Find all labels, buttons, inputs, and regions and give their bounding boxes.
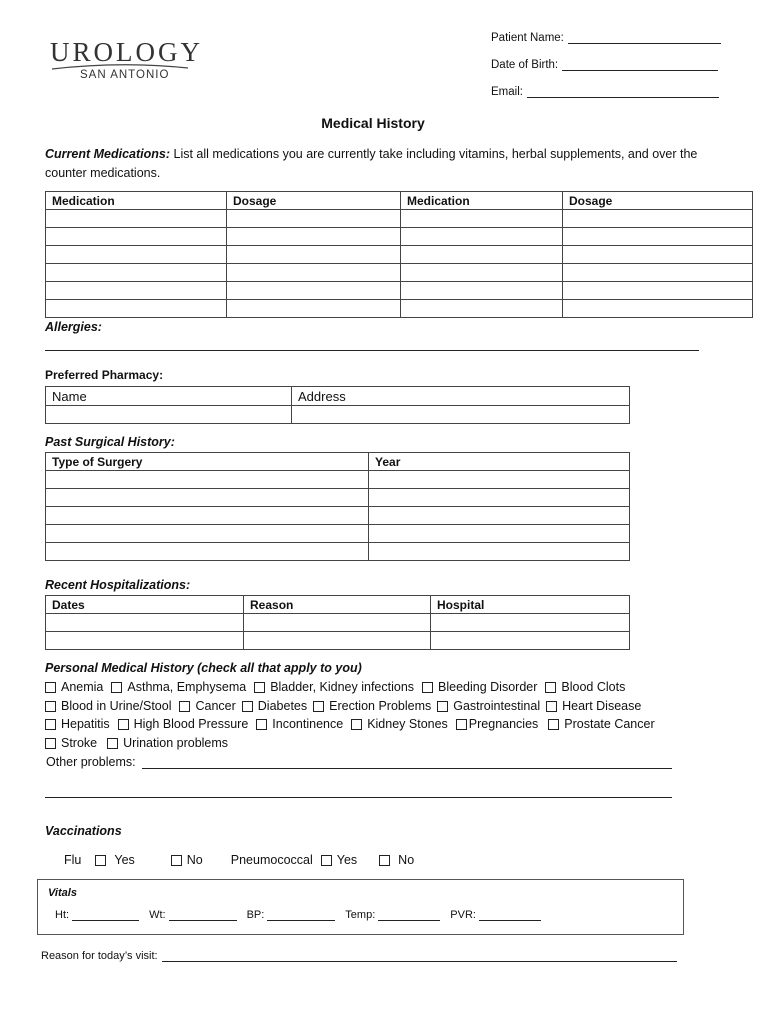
weight-label: Wt: xyxy=(149,909,166,921)
checkbox[interactable] xyxy=(171,855,182,866)
checkbox[interactable] xyxy=(422,682,433,693)
page-title: Medical History xyxy=(321,115,425,131)
table-cell[interactable] xyxy=(46,228,227,246)
table-cell[interactable] xyxy=(563,228,753,246)
table-cell[interactable] xyxy=(431,632,630,650)
condition-label: Prostate Cancer xyxy=(564,717,655,731)
option-label: Yes xyxy=(114,853,135,867)
table-header-row xyxy=(46,192,753,210)
reason-for-visit-label: Reason for today’s visit: xyxy=(41,950,158,962)
table-cell[interactable] xyxy=(227,210,401,228)
condition-label: Incontinence xyxy=(272,717,344,731)
medication-column-header: Medication xyxy=(46,192,227,210)
temperature-line[interactable] xyxy=(378,910,440,921)
condition-anemia[interactable] xyxy=(45,680,103,694)
condition-label: Blood in Urine/Stool xyxy=(61,699,172,713)
condition-label: High Blood Pressure xyxy=(133,717,249,731)
date-of-birth-field[interactable] xyxy=(491,58,718,71)
checkbox[interactable] xyxy=(179,701,190,712)
vaccination-row xyxy=(64,853,414,867)
condition-label: Cancer xyxy=(195,699,236,713)
condition-label: Urination problems xyxy=(123,736,229,750)
email-line[interactable] xyxy=(527,85,719,98)
table-cell[interactable] xyxy=(401,246,563,264)
table-cell[interactable] xyxy=(46,632,244,650)
medications-heading: Current Medications: xyxy=(45,147,171,161)
medications-instructions: List all medications you are currently take including vitamins, herbal supplements, and over the counter medications. xyxy=(45,147,698,180)
pharmacy-table xyxy=(45,386,630,424)
flu-yes-option[interactable] xyxy=(95,853,134,867)
condition-pregnancies[interactable] xyxy=(456,717,539,731)
dates-column-header: Dates xyxy=(46,596,244,614)
reason-for-visit-line[interactable] xyxy=(162,951,677,962)
flu-no-option[interactable] xyxy=(171,853,203,867)
table-cell[interactable] xyxy=(46,264,227,282)
condition-label: Kidney Stones xyxy=(367,717,448,731)
condition-label: Asthma, Emphysema xyxy=(127,680,247,694)
other-problems-line-2[interactable] xyxy=(45,797,672,798)
checkbox[interactable] xyxy=(45,682,56,693)
table-cell[interactable] xyxy=(46,246,227,264)
logo-subtitle: SAN ANTONIO xyxy=(80,69,170,81)
checkbox[interactable] xyxy=(545,682,556,693)
condition-row xyxy=(45,680,625,694)
checkbox[interactable] xyxy=(107,738,118,749)
weight-line[interactable] xyxy=(169,910,237,921)
height-label: Ht: xyxy=(55,909,70,921)
checkbox[interactable] xyxy=(45,738,56,749)
table-cell[interactable] xyxy=(46,471,369,489)
table-cell[interactable] xyxy=(46,406,292,424)
condition-blood-clots[interactable] xyxy=(545,680,625,694)
medications-intro xyxy=(45,145,705,183)
condition-label: Anemia xyxy=(61,680,104,694)
checkbox[interactable] xyxy=(111,682,122,693)
condition-label: Bleeding Disorder xyxy=(438,680,538,694)
condition-row xyxy=(45,736,228,750)
surgery-year-header: Year xyxy=(369,453,630,471)
personal-history-label: Personal Medical History (check all that apply to you) xyxy=(45,661,362,675)
date-of-birth-line[interactable] xyxy=(562,58,718,71)
checkbox[interactable] xyxy=(313,701,324,712)
surgical-history-label: Past Surgical History: xyxy=(45,435,175,449)
table-cell[interactable] xyxy=(46,543,369,561)
table-cell[interactable] xyxy=(46,507,369,525)
pharmacy-label: Preferred Pharmacy: xyxy=(45,368,164,382)
table-cell[interactable] xyxy=(369,507,630,525)
table-cell[interactable] xyxy=(46,300,227,318)
checkbox[interactable] xyxy=(321,855,332,866)
table-row xyxy=(46,264,753,282)
reason-for-visit-field[interactable] xyxy=(41,950,677,962)
condition-row xyxy=(45,717,655,731)
pneumococcal-yes-option[interactable] xyxy=(321,853,357,867)
blood-pressure-label: BP: xyxy=(246,909,265,921)
table-header-row xyxy=(46,387,630,406)
condition-label: Diabetes xyxy=(257,699,308,713)
table-cell[interactable] xyxy=(401,282,563,300)
condition-label: Erection Problems xyxy=(329,699,432,713)
hospitalizations-label: Recent Hospitalizations: xyxy=(45,578,191,592)
dosage-column-header: Dosage xyxy=(563,192,753,210)
condition-row xyxy=(45,699,641,713)
vitals-fields xyxy=(55,909,551,921)
table-cell[interactable] xyxy=(46,489,369,507)
hospital-column-header: Hospital xyxy=(431,596,630,614)
surgery-type-header: Type of Surgery xyxy=(46,453,369,471)
table-cell[interactable] xyxy=(227,228,401,246)
table-cell[interactable] xyxy=(563,246,753,264)
checkbox[interactable] xyxy=(351,719,362,730)
table-cell[interactable] xyxy=(46,525,369,543)
condition-diabetes[interactable] xyxy=(242,699,307,713)
date-of-birth-label: Date of Birth: xyxy=(491,59,559,71)
checkbox[interactable] xyxy=(242,701,253,712)
table-row xyxy=(46,543,630,561)
table-row xyxy=(46,525,630,543)
allergies-label: Allergies: xyxy=(45,320,102,334)
checkbox[interactable] xyxy=(456,719,467,730)
table-row xyxy=(46,507,630,525)
table-cell[interactable] xyxy=(227,246,401,264)
checkbox[interactable] xyxy=(118,719,129,730)
table-cell[interactable] xyxy=(227,282,401,300)
condition-urination-problems[interactable] xyxy=(107,736,228,750)
pvr-line[interactable] xyxy=(479,910,541,921)
table-cell[interactable] xyxy=(563,300,753,318)
other-problems-label: Other problems: xyxy=(46,755,136,769)
condition-hepatitis[interactable] xyxy=(45,717,110,731)
pvr-label: PVR: xyxy=(450,909,476,921)
condition-bleeding-disorder[interactable] xyxy=(422,680,537,694)
condition-label: Bladder, Kidney infections xyxy=(270,680,415,694)
option-label: Yes xyxy=(336,853,358,867)
table-cell[interactable] xyxy=(369,489,630,507)
vitals-label: Vitals xyxy=(48,887,77,899)
checkbox[interactable] xyxy=(254,682,265,693)
table-cell[interactable] xyxy=(401,300,563,318)
checkbox[interactable] xyxy=(256,719,267,730)
condition-high-blood-pressure[interactable] xyxy=(118,717,249,731)
table-cell[interactable] xyxy=(46,614,244,632)
table-cell[interactable] xyxy=(369,543,630,561)
table-row xyxy=(46,228,753,246)
condition-cancer[interactable] xyxy=(179,699,235,713)
table-cell[interactable] xyxy=(369,525,630,543)
condition-kidney-stones[interactable] xyxy=(351,717,448,731)
table-cell[interactable] xyxy=(227,300,401,318)
patient-name-line[interactable] xyxy=(568,31,721,44)
table-cell[interactable] xyxy=(227,264,401,282)
condition-erection-problems[interactable] xyxy=(313,699,431,713)
table-row xyxy=(46,489,630,507)
table-row xyxy=(46,632,630,650)
patient-name-label: Patient Name: xyxy=(491,32,564,44)
medication-column-header: Medication xyxy=(401,192,563,210)
checkbox[interactable] xyxy=(546,701,557,712)
surgical-history-table xyxy=(45,452,630,561)
option-label: No xyxy=(186,853,203,867)
condition-label: Stroke xyxy=(61,736,98,750)
condition-incontinence[interactable] xyxy=(256,717,343,731)
condition-heart-disease[interactable] xyxy=(546,699,641,713)
condition-label: Gastrointestinal xyxy=(453,699,541,713)
email-label: Email: xyxy=(491,86,523,98)
checkbox[interactable] xyxy=(548,719,559,730)
allergies-line[interactable] xyxy=(45,350,699,351)
other-problems-line[interactable] xyxy=(142,768,672,769)
table-row xyxy=(46,210,753,228)
checkbox[interactable] xyxy=(45,701,56,712)
table-cell[interactable] xyxy=(369,471,630,489)
condition-bladder-kidney-infections[interactable] xyxy=(254,680,414,694)
vaccinations-label: Vaccinations xyxy=(45,824,122,838)
condition-stroke[interactable] xyxy=(45,736,97,750)
table-cell[interactable] xyxy=(563,264,753,282)
table-cell[interactable] xyxy=(244,632,431,650)
table-header-row xyxy=(46,453,630,471)
table-cell[interactable] xyxy=(292,406,630,424)
table-header-row xyxy=(46,596,630,614)
vitals-box xyxy=(37,879,684,935)
pharmacy-name-header: Name xyxy=(46,387,292,406)
table-cell[interactable] xyxy=(563,210,753,228)
blood-pressure-line[interactable] xyxy=(267,910,335,921)
checkbox[interactable] xyxy=(379,855,390,866)
logo-wordmark: UROLOGY xyxy=(50,37,203,67)
table-cell[interactable] xyxy=(46,210,227,228)
table-cell[interactable] xyxy=(244,614,431,632)
temperature-label: Temp: xyxy=(345,909,376,921)
height-line[interactable] xyxy=(72,910,139,921)
option-label: No xyxy=(398,853,415,867)
pharmacy-address-header: Address xyxy=(292,387,630,406)
email-field[interactable] xyxy=(491,85,719,98)
checkbox[interactable] xyxy=(437,701,448,712)
condition-label: Hepatitis xyxy=(61,717,110,731)
hospitalizations-table xyxy=(45,595,630,650)
medications-table xyxy=(45,191,753,318)
table-row xyxy=(46,614,630,632)
patient-name-field[interactable] xyxy=(491,31,721,44)
table-row xyxy=(46,406,630,424)
table-cell[interactable] xyxy=(563,282,753,300)
table-row xyxy=(46,300,753,318)
dosage-column-header: Dosage xyxy=(227,192,401,210)
condition-label: Pregnancies xyxy=(468,717,539,731)
condition-label: Blood Clots xyxy=(561,680,626,694)
condition-gastrointestinal[interactable] xyxy=(437,699,540,713)
checkbox[interactable] xyxy=(95,855,106,866)
pneumococcal-label: Pneumococcal xyxy=(230,853,313,867)
table-row xyxy=(46,246,753,264)
condition-label: Heart Disease xyxy=(562,699,642,713)
condition-blood-in-urine-stool[interactable] xyxy=(45,699,171,713)
table-row xyxy=(46,471,630,489)
flu-label: Flu xyxy=(64,853,82,867)
reason-column-header: Reason xyxy=(244,596,431,614)
condition-asthma-emphysema[interactable] xyxy=(111,680,246,694)
table-cell[interactable] xyxy=(431,614,630,632)
table-cell[interactable] xyxy=(46,282,227,300)
table-cell[interactable] xyxy=(401,228,563,246)
pneumococcal-no-option[interactable] xyxy=(379,853,414,867)
condition-prostate-cancer[interactable] xyxy=(548,717,654,731)
table-row xyxy=(46,282,753,300)
table-cell[interactable] xyxy=(401,210,563,228)
checkbox[interactable] xyxy=(45,719,56,730)
table-cell[interactable] xyxy=(401,264,563,282)
